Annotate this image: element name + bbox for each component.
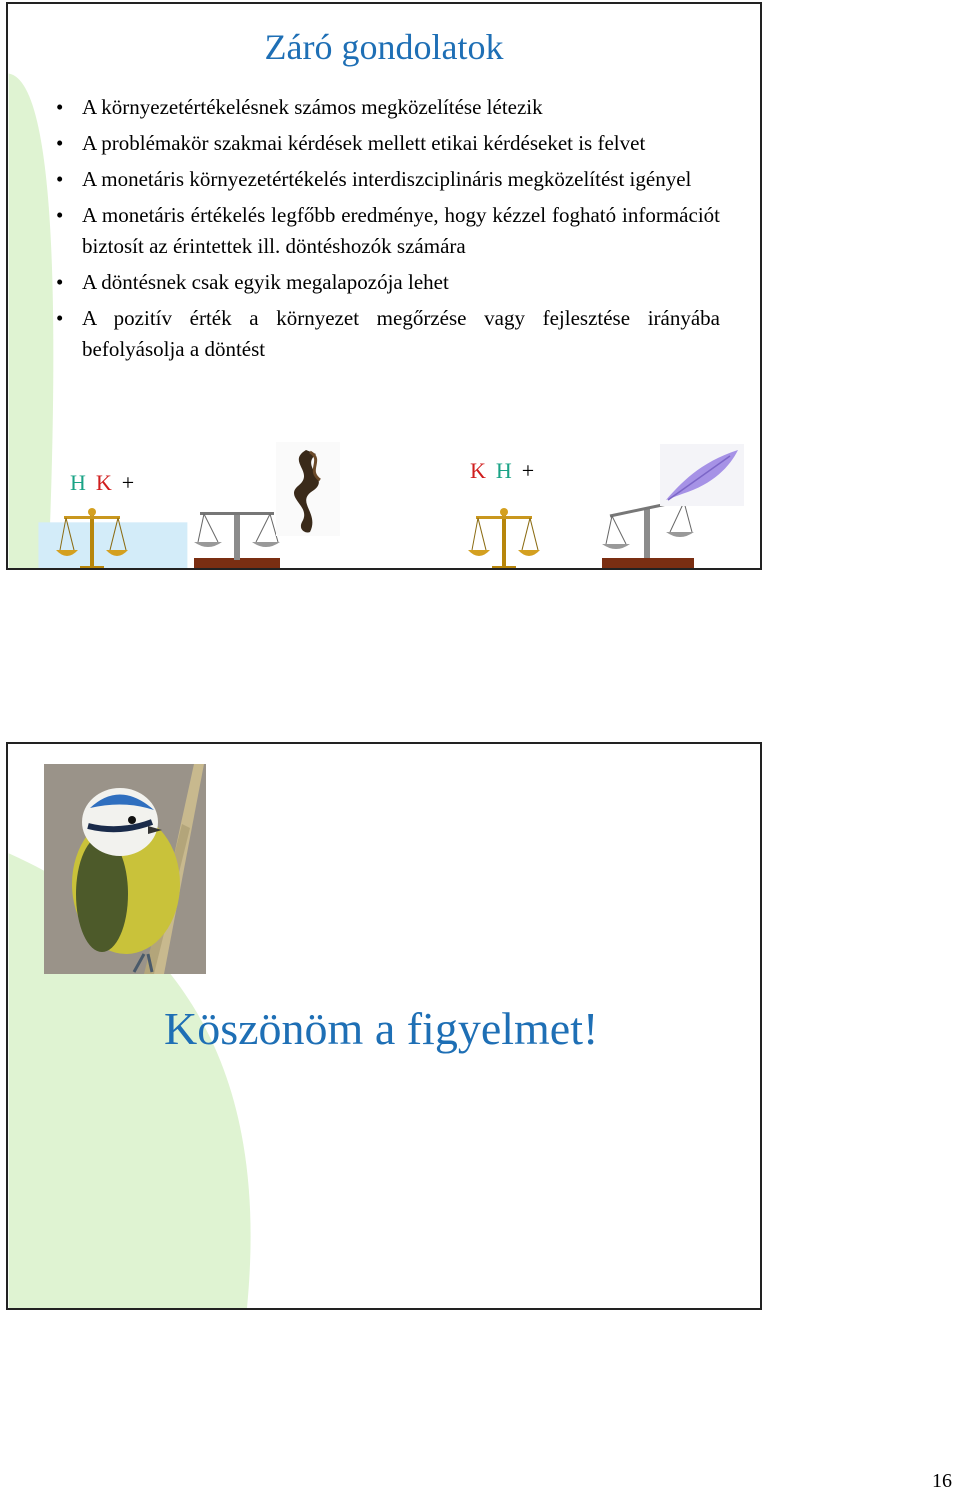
slide-title: Záró gondolatok: [264, 27, 504, 67]
hair-lock-image: [276, 442, 340, 536]
bullet-item: • A monetáris környezetértékelés interdiszciplináris megközelítést igényel: [56, 164, 720, 195]
left-scale-label: H K +: [70, 470, 135, 495]
balance-scale-icon: [468, 506, 540, 570]
weighing-scale-icon: [192, 498, 282, 570]
page-number: 16: [932, 1470, 952, 1492]
slide-closing-thoughts: [6, 2, 762, 570]
thank-you-title: Köszönöm a figyelmet!: [164, 1003, 599, 1054]
bullet-item: • A problémakör szakmai kérdések mellett etikai kérdéseket is felvet: [56, 128, 720, 159]
right-scale-label: K H +: [470, 458, 535, 483]
feather-image: [660, 444, 744, 506]
blue-tit-bird-image: [44, 764, 206, 974]
bullet-item: • A döntésnek csak egyik megalapozója lehet: [56, 267, 720, 298]
balance-scale-icon: [56, 506, 128, 570]
bullet-item: • A környezetértékelésnek számos megközelítése létezik: [56, 92, 720, 123]
bullet-item: • A monetáris értékelés legfőbb eredménye, hogy kézzel fogható információt biztosít az érintettek ill. döntéshozók számára: [56, 200, 720, 262]
bullet-list: [56, 92, 720, 370]
slide-thank-you: [6, 742, 762, 1310]
bullet-item: • A pozitív érték a környezet megőrzése vagy fejlesztése irányába befolyásolja a döntést: [56, 303, 720, 365]
